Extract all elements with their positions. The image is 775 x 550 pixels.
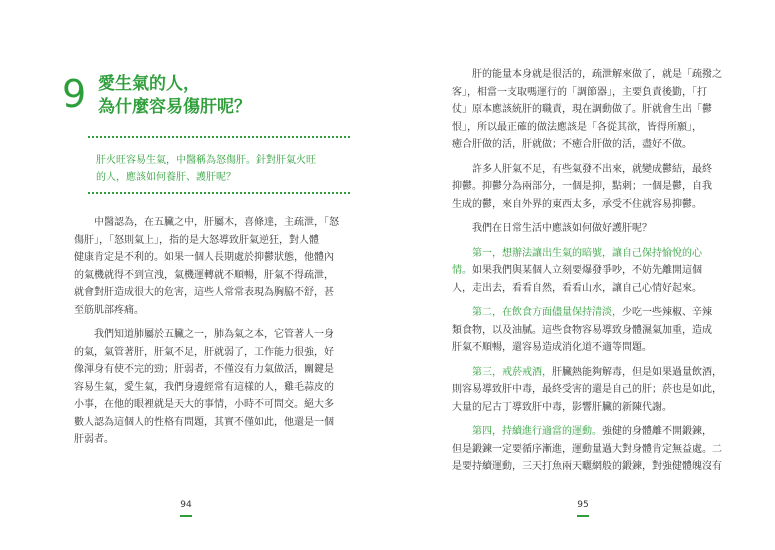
highlight-text: 第二，在飲食方面儘量保持清淡， [472, 307, 622, 318]
chapter-number: 9 [62, 72, 87, 116]
dotted-divider-top [88, 136, 350, 138]
body-line [452, 458, 742, 476]
body-text-span: 人，走出去，看看自然，看看山水，讓自己心情好起來。 [452, 282, 702, 294]
body-line: 中醫認為，在五臟之中，肝屬木，喜條達，主疏泄，「怒 [94, 217, 339, 228]
body-line: 容易生氣，愛生氣，我們身邊經常有這樣的人，雞毛蒜皮的 [74, 381, 334, 393]
body-line: 肝弱者。 [74, 434, 114, 445]
body-text-span: 強健的身體離不開鍛鍊， [602, 426, 712, 437]
body-line [452, 381, 742, 399]
body-line [452, 441, 742, 459]
body-line [452, 304, 742, 322]
body-line [452, 423, 742, 441]
summary-line: 肝火旺容易生氣，中醫稱為怒傷肝。針對肝氣火旺 [96, 155, 316, 166]
body-text-span: 大量的尼古丁導致肝中毒，影響肝臟的新陳代謝。 [452, 401, 672, 413]
body-line: 仗」原本應該統肝的職責，現在調動做了。肝就會生出「鬱 [452, 104, 712, 115]
body-line [452, 399, 742, 417]
chapter-summary [96, 152, 348, 186]
summary-line: 的人，應該如何養肝、護肝呢？ [96, 172, 236, 183]
body-text-span: 類食物，以及油膩。這些食物容易導致身體濕氣加重，造成 [452, 324, 712, 336]
body-line: 的氣機就得不到宣洩，氣機運轉就不順暢，肝氣不得疏泄， [74, 269, 334, 281]
body-line [452, 339, 742, 357]
highlight-text: 情。 [452, 265, 472, 276]
paragraph-gap [452, 154, 742, 161]
body-line: 傷肝」，「怒則氣上」，指的是大怒導致肝氣逆狂，對人體 [74, 234, 319, 246]
body-line: 恨」，所以最正確的做法應該是「各從其欲，皆得所願」， [452, 121, 702, 133]
right-body-text [452, 66, 742, 476]
paragraph-gap [74, 319, 362, 326]
paragraph-gap [452, 357, 742, 364]
body-line: 肝的能量本身就是很活的，疏泄解來做了，就是「疏撥之 [472, 69, 722, 80]
body-line: 生成的鬱，來自外界的東西太多，承受不住就容易抑鬱。 [452, 198, 702, 210]
body-line: 小事，在他的眼裡就是天大的事情，小時不可問交。絕大多 [74, 399, 334, 410]
body-line: 數人認為這個人的性格有問題，其實不僅如此，他還是一個 [74, 416, 334, 428]
highlight-text: 第一，想辦法讓出生氣的暗號，讓自己保持愉悅的心 [472, 247, 702, 259]
body-line [452, 280, 742, 298]
body-line [452, 262, 742, 280]
body-line: 我們在日常生活中應該如何做好護肝呢？ [472, 223, 652, 234]
body-text-span: 肝氣不順暢，還容易造成消化道不適等問題。 [452, 342, 652, 353]
right-page [388, 0, 775, 550]
body-line: 客」，相當一支取嗎運行的「調節器」，主要負責後勤，「打 [452, 86, 707, 98]
body-line: 癒合肝做的活，肝就做；不癒合肝做的活，盡好不做。 [452, 139, 692, 150]
paragraph-gap [452, 297, 742, 304]
body-text-span: 少吃一些辣椒、辛辣 [622, 307, 712, 318]
body-line [452, 322, 742, 340]
body-text-span: 是要持續運動，三天打魚兩天曬網般的鍛鍊，對強健體魄沒有 [452, 461, 722, 472]
paragraph-gap [452, 238, 742, 245]
highlight-text: 第三，戒菸戒酒， [472, 366, 552, 378]
highlight-text: 第四，持續進行適當的運動。 [472, 426, 602, 437]
page-number-left: 94 [180, 500, 192, 510]
body-line: 就會對肝造成很大的危害，這些人常常表現為胸脇不舒，甚 [74, 287, 334, 298]
page-number-bar-right [577, 515, 589, 517]
body-line: 我們知道肺屬於五臟之一，肺為氣之本，它管著人一身 [94, 329, 334, 340]
chapter-title [98, 73, 348, 119]
dotted-divider-bottom [88, 192, 350, 194]
body-line: 許多人肝氣不足，有些氣發不出來，就變成鬱結，最終 [472, 163, 712, 175]
body-text-span: 如果我們與某個人立刻要爆發爭吵，不妨先離開這個 [472, 265, 702, 276]
page-number-bar-left [180, 515, 192, 517]
paragraph-gap [452, 416, 742, 423]
body-line: 抑鬱。抑鬱分為兩部分，一個是抑，點刺；一個是鬱，自我 [452, 181, 712, 192]
page-number-right: 95 [577, 500, 589, 510]
paragraph-gap [452, 213, 742, 220]
body-text-span: 但是鍛鍊一定要循序漸進，運動量過大對身體肯定無益處。二 [452, 443, 722, 455]
left-body-text [74, 214, 362, 449]
body-line [452, 364, 742, 382]
chapter-title-line: 為什麼容易傷肝呢？ [98, 97, 251, 117]
body-text-span: 則容易導致肝中毒，最終受害的還是自己的肝；菸也是如此， [452, 384, 722, 395]
body-line [452, 245, 742, 263]
body-line: 的氣，氣管著肝，肝氣不足，肝就弱了，工作能力很強，好 [74, 346, 334, 358]
chapter-title-line: 愛生氣的人， [98, 74, 200, 94]
body-line: 像渾身有使不完的勁；肝弱者，不僅沒有力氣做活，關鍵是 [74, 364, 334, 375]
body-line: 健康肯定是不利的。如果一個人長期處於抑鬱狀態，他體內 [74, 252, 334, 263]
body-line: 至筋肌部疼痛。 [74, 304, 144, 316]
body-text-span: 肝臟熱能夠解毒，但是如果過量飲酒， [552, 366, 722, 378]
